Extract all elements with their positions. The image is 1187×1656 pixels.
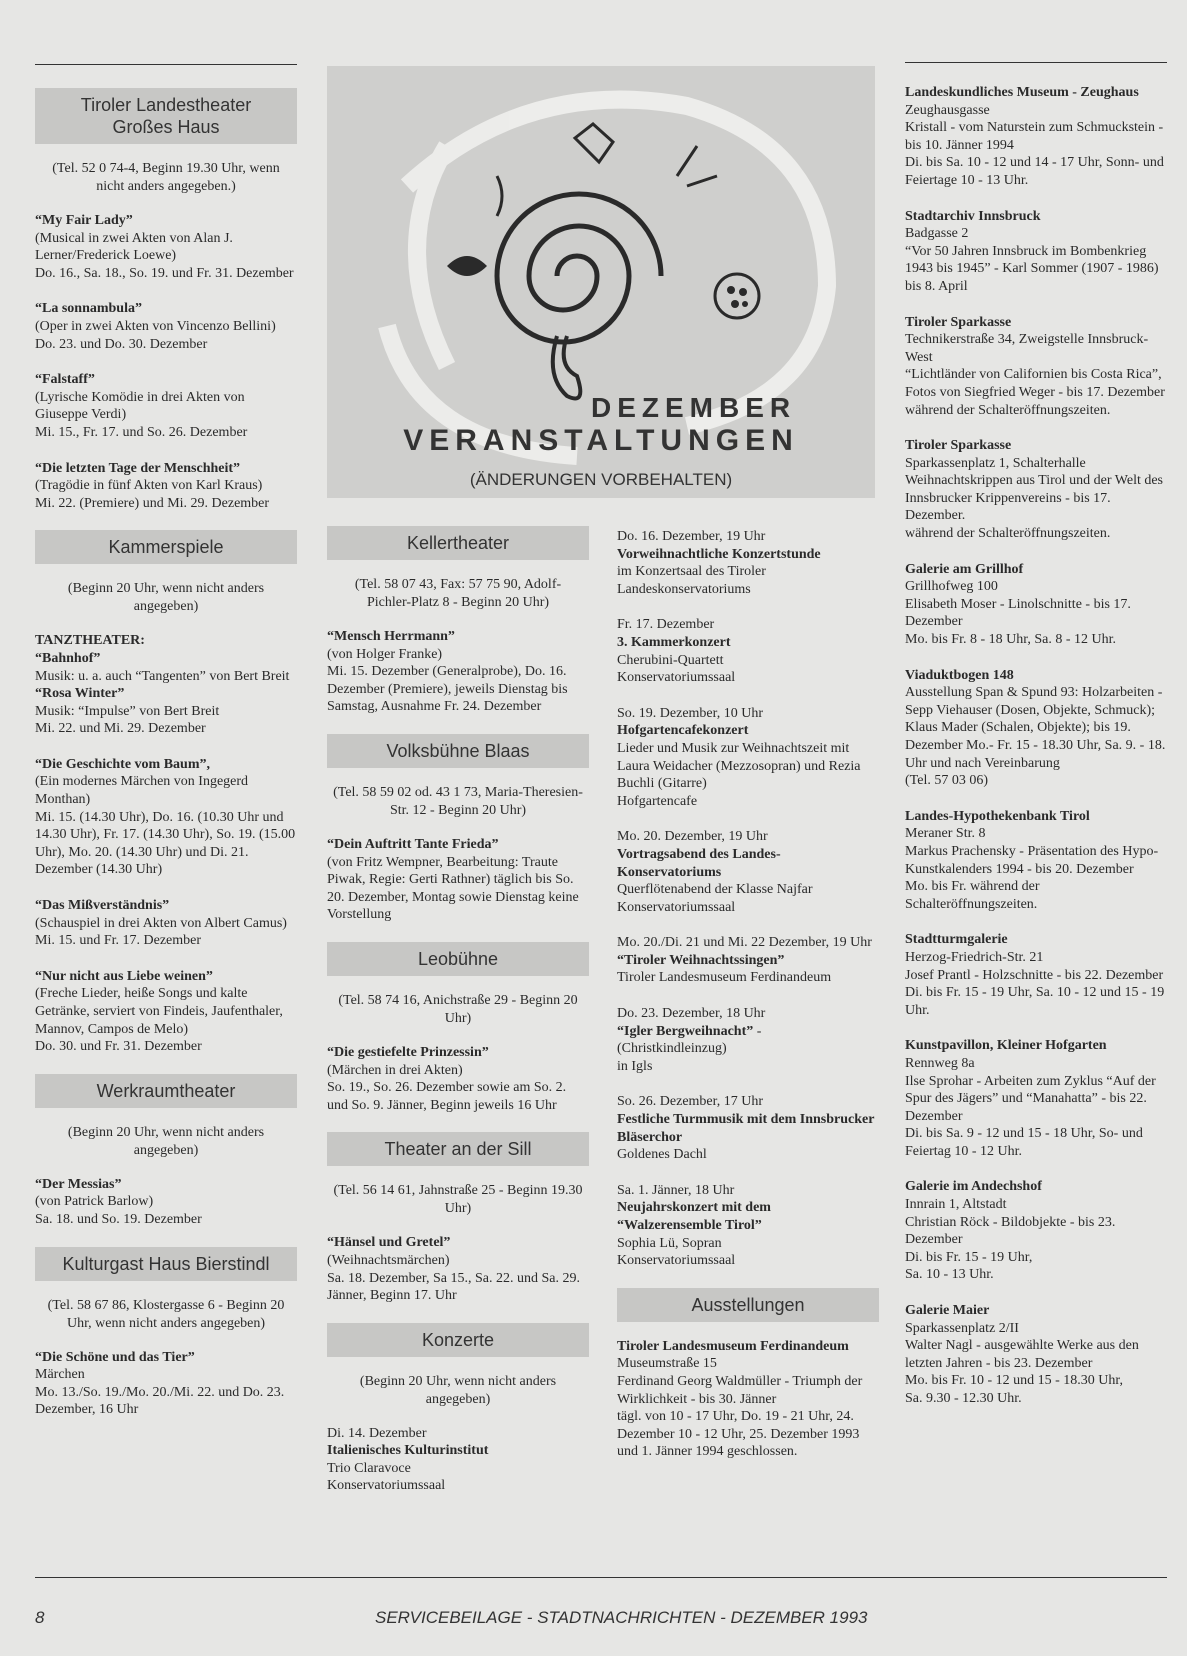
- event-date: Do. 16. Dezember, 19 Uhr: [617, 529, 766, 544]
- event-detail: Sparkassenplatz 2/II: [905, 1320, 1019, 1336]
- event-detail: “Vor 50 Jahren Innsbruck im Bombenkrieg 1943 bis 1945” - Karl Sommer (1907 - 1986): [905, 243, 1159, 277]
- section-note: (Tel. 58 74 16, Anichstraße 29 - Beginn 20 Uhr): [338, 992, 578, 1026]
- event-detail: Hofgartencafe: [617, 793, 698, 809]
- december-events-banner: [327, 66, 875, 498]
- event-title: Festliche Turmmusik mit dem Innsbrucker Bläserchor: [617, 1112, 875, 1145]
- event-detail: Herzog-Friedrich-Str. 21: [905, 949, 1044, 965]
- event-detail: Do. 16., Sa. 18., So. 19. und Fr. 31. Dezember: [35, 265, 294, 281]
- event-entry: [35, 300, 297, 353]
- event-detail: (Weihnachtsmärchen): [327, 1252, 450, 1268]
- event-title: “Tiroler Weihnachtssingen”: [617, 952, 785, 968]
- event-detail: Do. 30. und Fr. 31. Dezember: [35, 1039, 202, 1055]
- event-entry: [905, 667, 1167, 790]
- event-detail: Mi. 15., Fr. 17. und So. 26. Dezember: [35, 424, 248, 440]
- event-title: “La sonnambula”: [35, 301, 142, 317]
- section-heading: Theater an der Sill: [327, 1132, 589, 1166]
- event-detail: Mo. bis Fr. 8 - 18 Uhr, Sa. 8 - 12 Uhr.: [905, 632, 1116, 648]
- event-title: Stadtarchiv Innsbruck: [905, 208, 1041, 224]
- event-title: Landeskundliches Museum - Zeughaus: [905, 85, 1139, 100]
- event-entry: [617, 616, 879, 686]
- section-note: (Tel. 58 59 02 od. 43 1 73, Maria-Theresien-Str. 12 - Beginn 20 Uhr): [333, 784, 583, 818]
- section-heading: Leobühne: [327, 942, 589, 976]
- event-title: “Falstaff”: [35, 372, 95, 388]
- event-title: “Igler Bergweihnacht” -: [617, 1023, 762, 1039]
- event-title: “My Fair Lady”: [35, 213, 133, 228]
- event-entry: [617, 528, 879, 598]
- section-heading: Tiroler Landestheater Großes Haus: [35, 88, 297, 144]
- event-detail: (Lyrische Komödie in drei Akten von Giuseppe Verdi): [35, 389, 245, 423]
- event-entry: [905, 84, 1167, 190]
- event-entry: [35, 212, 297, 282]
- event-detail: Mi. 15. Dezember (Generalprobe), Do. 16. Dezember (Premiere), jeweils Dienstag bis Samstag, Ausnahme Fr. 24. Dezember: [327, 664, 568, 715]
- event-detail: “Lichtländer von Californien bis Costa Rica”, Fotos von Siegfried Weger - bis 17. Dezember: [905, 367, 1165, 400]
- event-title: Viaduktbogen 148: [905, 667, 1014, 683]
- event-entry: [617, 934, 879, 987]
- event-detail: Lieder und Musik zur Weihnachtszeit mit Laura Weidacher (Mezzosopran) und Rezia Buchli (Gitarre): [617, 740, 861, 792]
- event-detail: Sa. 18. und So. 19. Dezember: [35, 1211, 202, 1227]
- event-date: Fr. 17. Dezember: [617, 617, 715, 633]
- event-detail: (Tragödie in fünf Akten von Karl Kraus): [35, 478, 263, 494]
- event-detail: Cherubini-Quartett: [617, 652, 724, 668]
- section-note: (Beginn 20 Uhr, wenn nicht anders angegeben): [359, 1373, 557, 1407]
- event-detail: Sa. 10 - 13 Uhr.: [905, 1267, 994, 1283]
- column-exhibitions: [905, 84, 1167, 1426]
- event-title: “Das Mißverständnis”: [35, 898, 170, 914]
- event-entry: [617, 705, 879, 811]
- event-title: “Die letzten Tage der Menschheit”: [35, 460, 241, 476]
- event-detail: Walter Nagl - ausgewählte Werke aus den letzten Jahren - bis 23. Dezember: [905, 1338, 1139, 1371]
- event-detail: (Freche Lieder, heiße Songs und kalte Getränke, serviert von Findeis, Jaufenthaler, Mannov, Campos de Melo): [35, 986, 283, 1037]
- event-title: Neujahrskonzert mit dem “Walzerensemble Tirol”: [617, 1200, 771, 1233]
- event-title: Italienisches Kulturinstitut: [327, 1443, 489, 1459]
- event-entry: [617, 1182, 879, 1270]
- event-detail: Mo. bis Fr. während der Schalteröffnungszeiten.: [905, 879, 1040, 912]
- event-detail: Kristall - vom Naturstein zum Schmuckstein - bis 10. Jänner 1994: [905, 120, 1164, 153]
- column-concerts: [617, 528, 879, 1479]
- event-entry: [327, 1044, 589, 1114]
- event-detail: Trio Claravoce: [327, 1460, 411, 1476]
- event-detail: Zeughausgasse: [905, 102, 990, 118]
- column-theater-1: [35, 80, 297, 1437]
- section-heading: Kellertheater: [327, 526, 589, 560]
- page-number: 8: [35, 1608, 45, 1627]
- event-detail: So. 19., So. 26. Dezember sowie am So. 2. und So. 9. Jänner, Beginn jeweils 16 Uhr: [327, 1080, 567, 1113]
- event-title: Galerie am Grillhof: [905, 561, 1024, 577]
- event-entry: [35, 371, 297, 441]
- event-detail: Technikerstraße 34, Zweigstelle Innsbruck-West: [905, 332, 1149, 365]
- event-date: So. 19. Dezember, 10 Uhr: [617, 705, 764, 721]
- event-detail: Di. bis Sa. 9 - 12 und 15 - 18 Uhr, So- und Feiertag 10 - 12 Uhr.: [905, 1126, 1143, 1159]
- event-detail: Rennweg 8a: [905, 1055, 975, 1071]
- event-detail: (Oper in zwei Akten von Vincenzo Bellini): [35, 318, 276, 334]
- section-note: (Beginn 20 Uhr, wenn nicht anders angegeben): [67, 1124, 265, 1158]
- section-note: (Tel. 58 07 43, Fax: 57 75 90, Adolf-Pichler-Platz 8 - Beginn 20 Uhr): [354, 577, 562, 610]
- banner-line-2: VERANSTALTUNGEN: [403, 424, 799, 457]
- section-note: (Tel. 56 14 61, Jahnstraße 25 - Beginn 19.30 Uhr): [333, 1183, 583, 1217]
- event-entry: [35, 632, 297, 738]
- event-date: Di. 14. Dezember: [327, 1425, 427, 1441]
- event-date: Mo. 20. Dezember, 19 Uhr: [617, 829, 768, 845]
- event-date: Do. 23. Dezember, 18 Uhr: [617, 1006, 766, 1022]
- event-detail: (Ein modernes Märchen von Ingegerd Monthan): [35, 774, 249, 808]
- top-rule-right: [905, 62, 1167, 63]
- event-detail: Sa. 18. Dezember, Sa 15., Sa. 22. und Sa. 29. Jänner, Beginn 17. Uhr: [327, 1270, 580, 1304]
- event-title: Tiroler Sparkasse: [905, 314, 1012, 330]
- top-rule-left: [35, 64, 297, 65]
- event-title-suffix: -: [753, 1023, 762, 1039]
- event-title: “Nur nicht aus Liebe weinen”: [35, 968, 213, 984]
- event-title: Hofgartencafekonzert: [617, 723, 749, 739]
- event-title: “Mensch Herrmann”: [327, 629, 455, 644]
- event-detail: Markus Prachensky - Präsentation des Hypo-Kunstkalenders 1994 - bis 20. Dezember: [905, 843, 1159, 877]
- event-detail: Elisabeth Moser - Linolschnitte - bis 17. Dezember: [905, 596, 1131, 630]
- event-detail: Mo. bis Fr. 10 - 12 und 15 - 18.30 Uhr,: [905, 1373, 1123, 1389]
- event-detail: Konservatoriumssaal: [617, 1253, 736, 1269]
- event-entry: [35, 897, 297, 950]
- event-detail: (Christkindleinzug): [617, 1041, 727, 1057]
- event-detail: Mi. 22. (Premiere) und Mi. 29. Dezember: [35, 495, 270, 511]
- event-detail: Christian Röck - Bildobjekte - bis 23. Dezember: [905, 1214, 1116, 1248]
- event-title: “Der Messias”: [35, 1176, 122, 1192]
- event-entry: [35, 968, 297, 1056]
- event-detail: Mi. 15. (14.30 Uhr), Do. 16. (10.30 Uhr und 14.30 Uhr), Fr. 17. (14.30 Uhr), So. 19. (15.00 Uhr), Mo. 20. (14.30 Uhr) und Di. 21. Dezember (14.30 Uhr): [35, 809, 296, 878]
- event-detail: im Konzertsaal des Tiroler Landeskonservatoriums: [617, 564, 766, 597]
- event-detail: Konservatoriumssaal: [327, 1478, 446, 1494]
- event-title: Kunstpavillon, Kleiner Hofgarten: [905, 1038, 1107, 1054]
- event-detail: Weihnachtskrippen aus Tirol und der Welt des Innsbrucker Krippenvereins - bis 17. Dezember.: [905, 473, 1164, 524]
- event-detail: Di. bis Fr. 15 - 19 Uhr, Sa. 10 - 12 und 15 - 19 Uhr.: [905, 985, 1165, 1018]
- event-detail: Grillhofweg 100: [905, 579, 998, 595]
- section-heading: Volksbühne Blaas: [327, 734, 589, 768]
- event-detail: Mi. 15. und Fr. 17. Dezember: [35, 933, 202, 949]
- event-title: Landes-Hypothekenbank Tirol: [905, 808, 1090, 824]
- banner-line-3: (ÄNDERUNGEN VORBEHALTEN): [469, 470, 733, 489]
- event-entry: [617, 1093, 879, 1163]
- event-title: “Die Geschichte vom Baum”,: [35, 756, 210, 772]
- event-detail: Do. 23. und Do. 30. Dezember: [35, 336, 208, 352]
- event-detail: Märchen: [35, 1367, 85, 1383]
- event-date: So. 26. Dezember, 17 Uhr: [617, 1094, 764, 1110]
- event-detail: Josef Prantl - Holzschnitte - bis 22. Dezember: [905, 967, 1164, 983]
- event-detail: Badgasse 2: [905, 226, 969, 242]
- event-title: Vorweihnachtliche Konzertstunde: [617, 546, 821, 562]
- event-detail: Sparkassenplatz 1, Schalterhalle: [905, 455, 1086, 471]
- event-detail: Ausstellung Span & Spund 93: Holzarbeiten - Sepp Viehauser (Dosen, Objekte, Schmuck); Klaus Mader (Schalen, Objekte); bis 19. Dezember Mo.- Fr. 15 - 18.30 Uhr, Sa. 9. - 18. Uhr und nach Vereinbarung: [905, 685, 1166, 771]
- event-entry: [905, 314, 1167, 420]
- event-detail: (von Fritz Wempner, Bearbeitung: Traute Piwak, Regie: Gerti Rathner) täglich bis So. 20. Dezember, Montag sowie Dienstag keine Vorstellung: [327, 854, 579, 923]
- event-title: Tiroler Landesmuseum Ferdinandeum: [617, 1338, 849, 1354]
- column-theater-2: [327, 518, 589, 1513]
- section-note: (Beginn 20 Uhr, wenn nicht anders angegeben): [67, 581, 265, 615]
- event-title: “Rosa Winter”: [35, 686, 125, 702]
- event-detail: (von Holger Franke): [327, 646, 443, 662]
- event-entry: [35, 756, 297, 879]
- event-detail: bis 8. April: [905, 278, 968, 294]
- event-detail: Di. bis Fr. 15 - 19 Uhr,: [905, 1249, 1033, 1265]
- event-detail: tägl. von 10 - 17 Uhr, Do. 19 - 21 Uhr, 24. Dezember 10 - 12 Uhr, 25. Dezember 1993 und 1. Jänner 1994 geschlossen.: [617, 1409, 860, 1460]
- event-entry: [327, 628, 589, 716]
- event-entry: [35, 1176, 297, 1229]
- event-entry: [905, 1037, 1167, 1160]
- event-detail: (Märchen in drei Akten): [327, 1062, 463, 1078]
- event-detail: Tiroler Landesmuseum Ferdinandeum: [617, 970, 832, 986]
- event-entry: [905, 208, 1167, 296]
- event-title: Galerie Maier: [905, 1303, 990, 1319]
- event-date: Mo. 20./Di. 21 und Mi. 22 Dezember, 19 Uhr: [617, 935, 872, 951]
- event-detail: Meraner Str. 8: [905, 826, 986, 842]
- event-title: “Die Schöne und das Tier”: [35, 1349, 195, 1365]
- event-entry: [905, 931, 1167, 1019]
- event-detail: (Musical in zwei Akten von Alan J. Lerner/Frederick Loewe): [35, 230, 233, 264]
- event-detail: (von Patrick Barlow): [35, 1194, 154, 1210]
- event-detail: Mi. 22. und Mi. 29. Dezember: [35, 721, 206, 737]
- event-detail: (Schauspiel in drei Akten von Albert Camus): [35, 915, 287, 931]
- event-title: Vortragsabend des Landes-Konservatoriums: [617, 846, 781, 880]
- section-heading: Werkraumtheater: [35, 1074, 297, 1108]
- event-detail: Ilse Sprohar - Arbeiten zum Zyklus “Auf der Spur des Jägers” und “Manahatta” - bis 22. Dezember: [905, 1073, 1156, 1124]
- event-entry: [905, 1302, 1167, 1408]
- event-detail: Konservatoriumssaal: [617, 899, 736, 915]
- event-detail: Sa. 9.30 - 12.30 Uhr.: [905, 1391, 1022, 1406]
- event-detail: während der Schalteröffnungszeiten.: [905, 402, 1111, 418]
- event-detail: Museumstraße 15: [617, 1356, 717, 1372]
- event-entry: [617, 1005, 879, 1075]
- event-title: 3. Kammerkonzert: [617, 634, 731, 650]
- event-detail: Mo. 13./So. 19./Mo. 20./Mi. 22. und Do. 23. Dezember, 16 Uhr: [35, 1384, 285, 1418]
- event-detail: Musik: “Impulse” von Bert Breit: [35, 703, 220, 719]
- event-entry: [327, 1425, 589, 1495]
- event-detail: Innrain 1, Altstadt: [905, 1197, 1007, 1213]
- bottom-rule: [35, 1577, 1167, 1578]
- event-detail: Musik: u. a. auch “Tangenten” von Bert Breit: [35, 668, 290, 684]
- event-title: Galerie im Andechshof: [905, 1179, 1042, 1195]
- event-detail: Goldenes Dachl: [617, 1147, 707, 1163]
- event-detail: während der Schalteröffnungszeiten.: [905, 526, 1111, 542]
- event-title: “Die gestiefelte Prinzessin”: [327, 1044, 489, 1060]
- event-detail: Konservatoriumssaal: [617, 670, 736, 686]
- event-detail: Ferdinand Georg Waldmüller - Triumph der Wirklichkeit - bis 30. Jänner: [617, 1373, 863, 1407]
- event-detail: in Igls: [617, 1058, 653, 1074]
- event-entry: [327, 1234, 589, 1304]
- section-note: (Tel. 52 0 74-4, Beginn 19.30 Uhr, wenn nicht anders angegeben.): [52, 161, 280, 194]
- event-entry: [35, 460, 297, 513]
- event-title: Stadtturmgalerie: [905, 932, 1008, 948]
- section-heading: Konzerte: [327, 1323, 589, 1357]
- event-entry: [327, 836, 589, 924]
- event-entry: [905, 437, 1167, 543]
- banner-line-1: DEZEMBER: [591, 392, 797, 423]
- event-title: “Hänsel und Gretel”: [327, 1235, 451, 1251]
- event-title: TANZTHEATER: “Bahnhof”: [35, 633, 145, 666]
- event-entry: [617, 828, 879, 916]
- event-entry: [35, 1349, 297, 1419]
- event-date: Sa. 1. Jänner, 18 Uhr: [617, 1182, 735, 1198]
- event-detail: Sophia Lü, Sopran: [617, 1235, 722, 1251]
- section-heading: Kulturgast Haus Bierstindl: [35, 1247, 297, 1281]
- event-entry: [617, 1338, 879, 1461]
- event-detail: (Tel. 57 03 06): [905, 773, 989, 789]
- event-detail: Querflötenabend der Klasse Najfar: [617, 882, 813, 898]
- footer-title: SERVICEBEILAGE - STADTNACHRICHTEN - DEZEMBER 1993: [375, 1608, 868, 1627]
- event-detail: Di. bis Sa. 10 - 12 und 14 - 17 Uhr, Sonn- und Feiertage 10 - 13 Uhr.: [905, 155, 1164, 188]
- section-heading: Kammerspiele: [35, 530, 297, 564]
- event-entry: [905, 561, 1167, 649]
- event-entry: [905, 1178, 1167, 1284]
- event-title: Tiroler Sparkasse: [905, 438, 1012, 454]
- event-entry: [905, 808, 1167, 914]
- section-note: (Tel. 58 67 86, Klostergasse 6 - Beginn 20 Uhr, wenn nicht anders angegeben): [47, 1297, 285, 1331]
- event-title: “Dein Auftritt Tante Frieda”: [327, 836, 499, 852]
- section-heading: Ausstellungen: [617, 1288, 879, 1322]
